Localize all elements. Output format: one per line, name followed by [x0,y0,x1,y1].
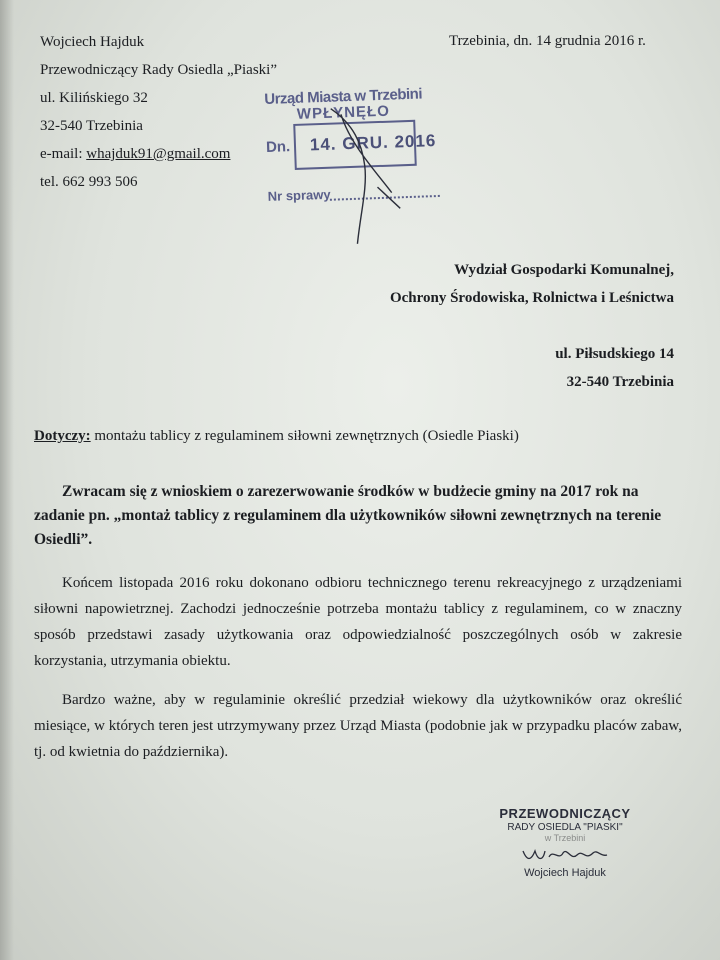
request-text: Zwracam się z wnioskiem o zarezerwowanie środków w budżecie gminy na 2017 rok na zadanie pn. „montaż tablicy z regulaminem dla użytkowników siłowni zewnętrznych na terenie Osiedli”. [34,483,662,548]
handwritten-signature [505,843,625,865]
recipient-line-1: Wydział Gospodarki Komunalnej, [454,262,674,278]
stamp-office: Urząd Miasta w Trzebini [264,85,423,108]
recipient-city: 32-540 Trzebinia [566,374,674,390]
signature-title: PRZEWODNICZĄCY [499,806,631,821]
note-paragraph [34,687,682,765]
stamp-day-label: Dn. [265,138,291,156]
sender-phone: tel. 662 993 506 [40,174,138,190]
sender-name: Wojciech Hajduk [40,34,145,50]
stamp-case-label: Nr sprawy [267,186,331,204]
sender-block [40,28,277,196]
signature-stamp [480,806,650,879]
note-text: Bardzo ważne, aby w regulaminie określić przedział wiekowy dla użytkowników oraz określić miesiące, w których teren jest utrzymywany przez Urząd Miasta (podobnie jak w przypadku placów zabaw, tj. od kwietnia do października). [34,692,682,760]
stamp-initials-mark [256,81,448,257]
recipient-block [390,256,674,312]
stamp-day-value: 14. GRU. 2016 [309,131,437,155]
recipient-street: ul. Piłsudskiego 14 [555,346,674,362]
stamp-received: WPŁYNĘŁO [296,102,391,123]
signature-org: RADY OSIEDLA "PIASKI" [507,822,623,833]
subject-text: montażu tablicy z regulaminem siłowni zewnętrznych (Osiedle Piaski) [90,428,519,444]
sender-role: Przewodniczący Rady Osiedla „Piaski” [40,62,278,78]
sender-email: whajduk91@gmail.com [86,146,231,162]
justification-text: Końcem listopada 2016 roku dokonano odbioru technicznego terenu rekreacyjnego z urządzeniami siłowni napowietrznej. Zachodzi jednocześnie potrzeba montażu tablicy z regulaminem, co w znaczny sposób przedstawi zasady użytkowania oraz odpowiedzialność poszczególnych osób w zakresie korzystania, utrzymania obiektu. [34,575,682,669]
recipient-address [555,340,674,396]
recipient-line-2: Ochrony Środowiska, Rolnictwa i Leśnictwa [389,290,674,306]
justification-paragraph [34,570,682,674]
signature-name: Wojciech Hajduk [524,867,606,879]
sender-street: ul. Kilińskiego 32 [40,90,148,106]
subject-line [34,428,519,445]
sender-email-line [40,140,277,168]
received-stamp [256,81,446,209]
request-paragraph [34,480,682,552]
sender-city: 32-540 Trzebinia [40,118,143,134]
sender-email-label: e-mail: [40,146,87,162]
signature-faint-text: w Trzebini [544,833,586,843]
letter-date: Trzebinia, dn. 14 grudnia 2016 r. [449,33,646,49]
page-shadow [0,0,14,960]
subject-label: Dotyczy: [34,428,91,444]
